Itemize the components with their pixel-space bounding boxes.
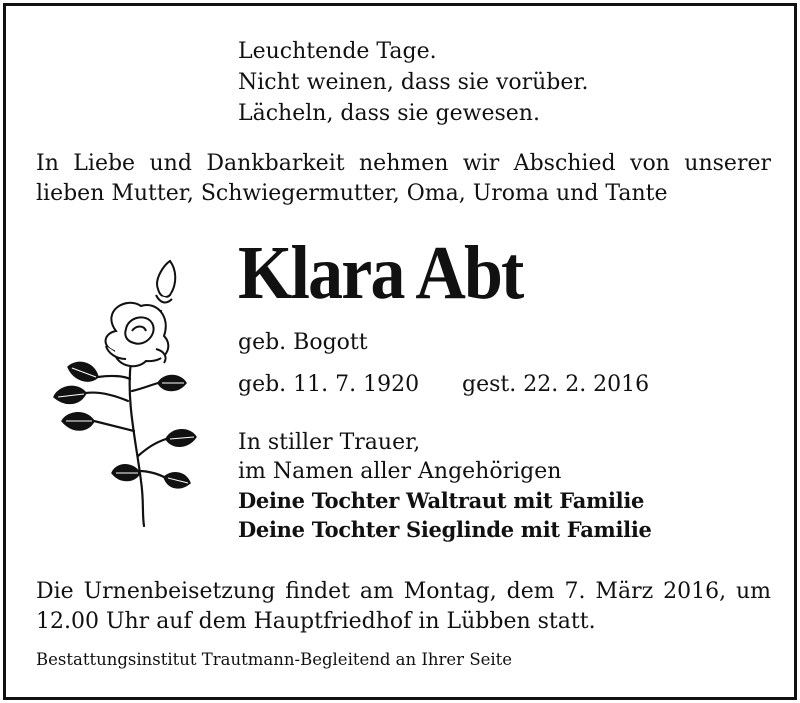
family-line-2: Deine Tochter Sieglinde mit Familie <box>238 517 652 542</box>
mourners <box>238 428 652 544</box>
poem-line-1: Leuchtende Tage. <box>238 39 437 64</box>
undertaker-credit: Bestattungsinstitut Trautmann-Begleitend an Ihrer Seite <box>36 650 513 669</box>
burial-notice: Die Urnenbeisetzung findet am Montag, dem 7. März 2016, um 12.00 Uhr auf dem Hauptfriedhof in Lübben statt. <box>36 579 771 634</box>
mourners-line-2: im Namen aller Angehörigen <box>238 459 562 484</box>
mourners-line-1: In stiller Trauer, <box>238 430 421 455</box>
death-date: gest. 22. 2. 2016 <box>462 372 650 397</box>
birth-date: geb. 11. 7. 1920 <box>238 372 420 397</box>
rose-icon <box>46 251 206 531</box>
family-line-1: Deine Tochter Waltraut mit Familie <box>238 488 645 513</box>
deceased-name: Klara Abt <box>238 231 523 315</box>
poem-line-3: Lächeln, dass sie gewesen. <box>238 101 540 126</box>
intro-text: In Liebe und Dankbarkeit nehmen wir Abschied von unserer lieben Mutter, Schwiegermutter, Oma, Uroma und Tante <box>36 151 771 206</box>
obituary-notice <box>3 3 797 700</box>
poem <box>238 36 589 129</box>
life-dates <box>238 370 650 400</box>
poem-line-2: Nicht weinen, dass sie vorüber. <box>238 70 589 95</box>
maiden-name: geb. Bogott <box>238 330 368 355</box>
